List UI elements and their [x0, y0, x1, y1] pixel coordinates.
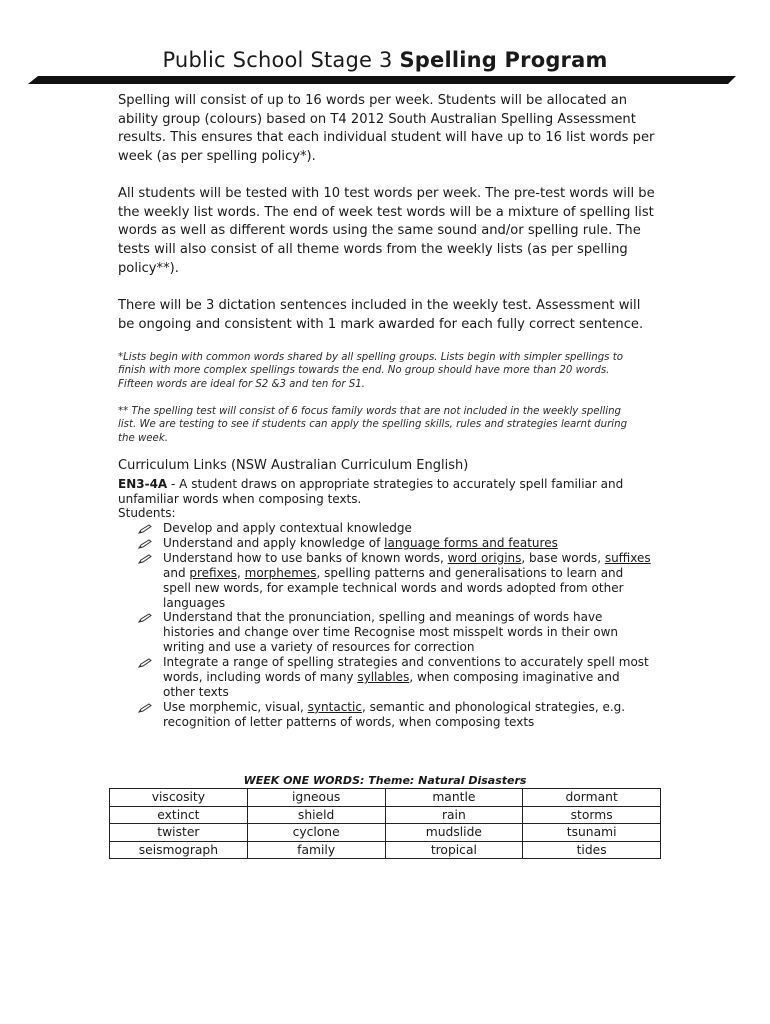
link-morphemes[interactable]: morphemes — [244, 565, 317, 580]
intro-paragraph-3: There will be 3 dictation sentences included in the weekly test. Assessment will be ongoing and consistent with 1 mark awarded for each fully correct sentence. — [118, 298, 644, 332]
pencil-icon — [138, 554, 152, 564]
footnote-2: ** The spelling test will consist of 6 focus family words that are not included in the weekly spelling list. We are testing to see if students can apply the spelling skills, rules and strategies learnt during the week. — [118, 406, 628, 444]
link-prefixes[interactable]: prefixes — [189, 565, 237, 580]
list-item: Develop and apply contextual knowledge — [138, 521, 653, 536]
word-cell: shield — [247, 806, 385, 824]
link-syllables[interactable]: syllables — [357, 670, 410, 685]
pencil-icon — [138, 524, 152, 534]
link-syntactic[interactable]: syntactic — [307, 699, 362, 714]
footnote-1: *Lists begin with common words shared by all spelling groups. Lists begin with simpler spellings to finish with more complex spellings towards the end. No group should have more than 20 words. Fifteen words are ideal for S2 &3 and ten for S1. — [118, 352, 623, 390]
word-cell: dormant — [523, 789, 661, 807]
word-table-title: WEEK ONE WORDS: Theme: Natural Disasters — [243, 774, 527, 787]
word-table — [109, 788, 661, 859]
word-cell: seismograph — [110, 841, 248, 859]
table-row — [110, 806, 661, 824]
word-cell: twister — [110, 824, 248, 842]
title-bold: Spelling Program — [399, 48, 608, 72]
title-underline — [28, 74, 736, 86]
list-item: Understand how to use banks of known words, word origins, base words, suffixes and prefixes, morphemes, spelling patterns and generalisations to learn and spell new words, for example technical words and words adopted from other languages — [138, 551, 653, 611]
word-cell: storms — [523, 806, 661, 824]
word-cell: mudslide — [385, 824, 523, 842]
word-cell: mantle — [385, 789, 523, 807]
pencil-icon — [138, 658, 152, 668]
title-plain: Public School Stage 3 — [162, 48, 400, 72]
table-row — [110, 789, 661, 807]
outcome-code: EN3-4A — [118, 477, 168, 491]
link-suffixes[interactable]: suffixes — [604, 550, 651, 565]
list-item: Use morphemic, visual, syntactic, semantic and phonological strategies, e.g. recognition of letter patterns of words, when composing texts — [138, 700, 653, 730]
word-cell: family — [247, 841, 385, 859]
word-cell: extinct — [110, 806, 248, 824]
outcome-text: - A student draws on appropriate strategies to accurately spell familiar and unfamiliar words when composing texts. — [118, 477, 624, 506]
pencil-icon — [138, 613, 152, 623]
intro-paragraph-2: All students will be tested with 10 test words per week. The pre-test words will be the weekly list words. The end of week test words will be a mixture of spelling list words as well as different words using the same sound and/or spelling rule. The tests will also consist of all theme words from the weekly lists (as per spelling policy**). — [118, 186, 655, 276]
outcome-statement — [118, 477, 648, 507]
word-cell: tropical — [385, 841, 523, 859]
word-cell: tsunami — [523, 824, 661, 842]
word-cell: igneous — [247, 789, 385, 807]
intro-paragraph-1: Spelling will consist of up to 16 words per week. Students will be allocated an ability group (colours) based on T4 2012 South Australian Spelling Assessment results. This ensures that each individual student will have up to 16 list words per week (as per spelling policy*). — [118, 93, 655, 165]
word-cell: viscosity — [110, 789, 248, 807]
outcome-list — [138, 521, 653, 730]
pencil-icon — [138, 539, 152, 549]
list-item: Integrate a range of spelling strategies and conventions to accurately spell most words, including words of many syllables, when composing imaginative and other texts — [138, 655, 653, 700]
list-item: Understand that the pronunciation, spelling and meanings of words have histories and change over time Recognise most misspelt words in their own writing and use a variety of resources for correction — [138, 610, 653, 655]
table-row — [110, 841, 661, 859]
link-language-forms[interactable]: language forms and features — [384, 535, 558, 550]
page-title — [0, 48, 770, 72]
pencil-icon — [138, 703, 152, 713]
list-item: Understand and apply knowledge of language forms and features — [138, 536, 653, 551]
table-row — [110, 824, 661, 842]
word-cell: tides — [523, 841, 661, 859]
students-label: Students: — [118, 506, 176, 520]
word-cell: cyclone — [247, 824, 385, 842]
link-word-origins[interactable]: word origins — [447, 550, 522, 565]
word-cell: rain — [385, 806, 523, 824]
curriculum-heading: Curriculum Links (NSW Australian Curriculum English) — [118, 458, 469, 473]
